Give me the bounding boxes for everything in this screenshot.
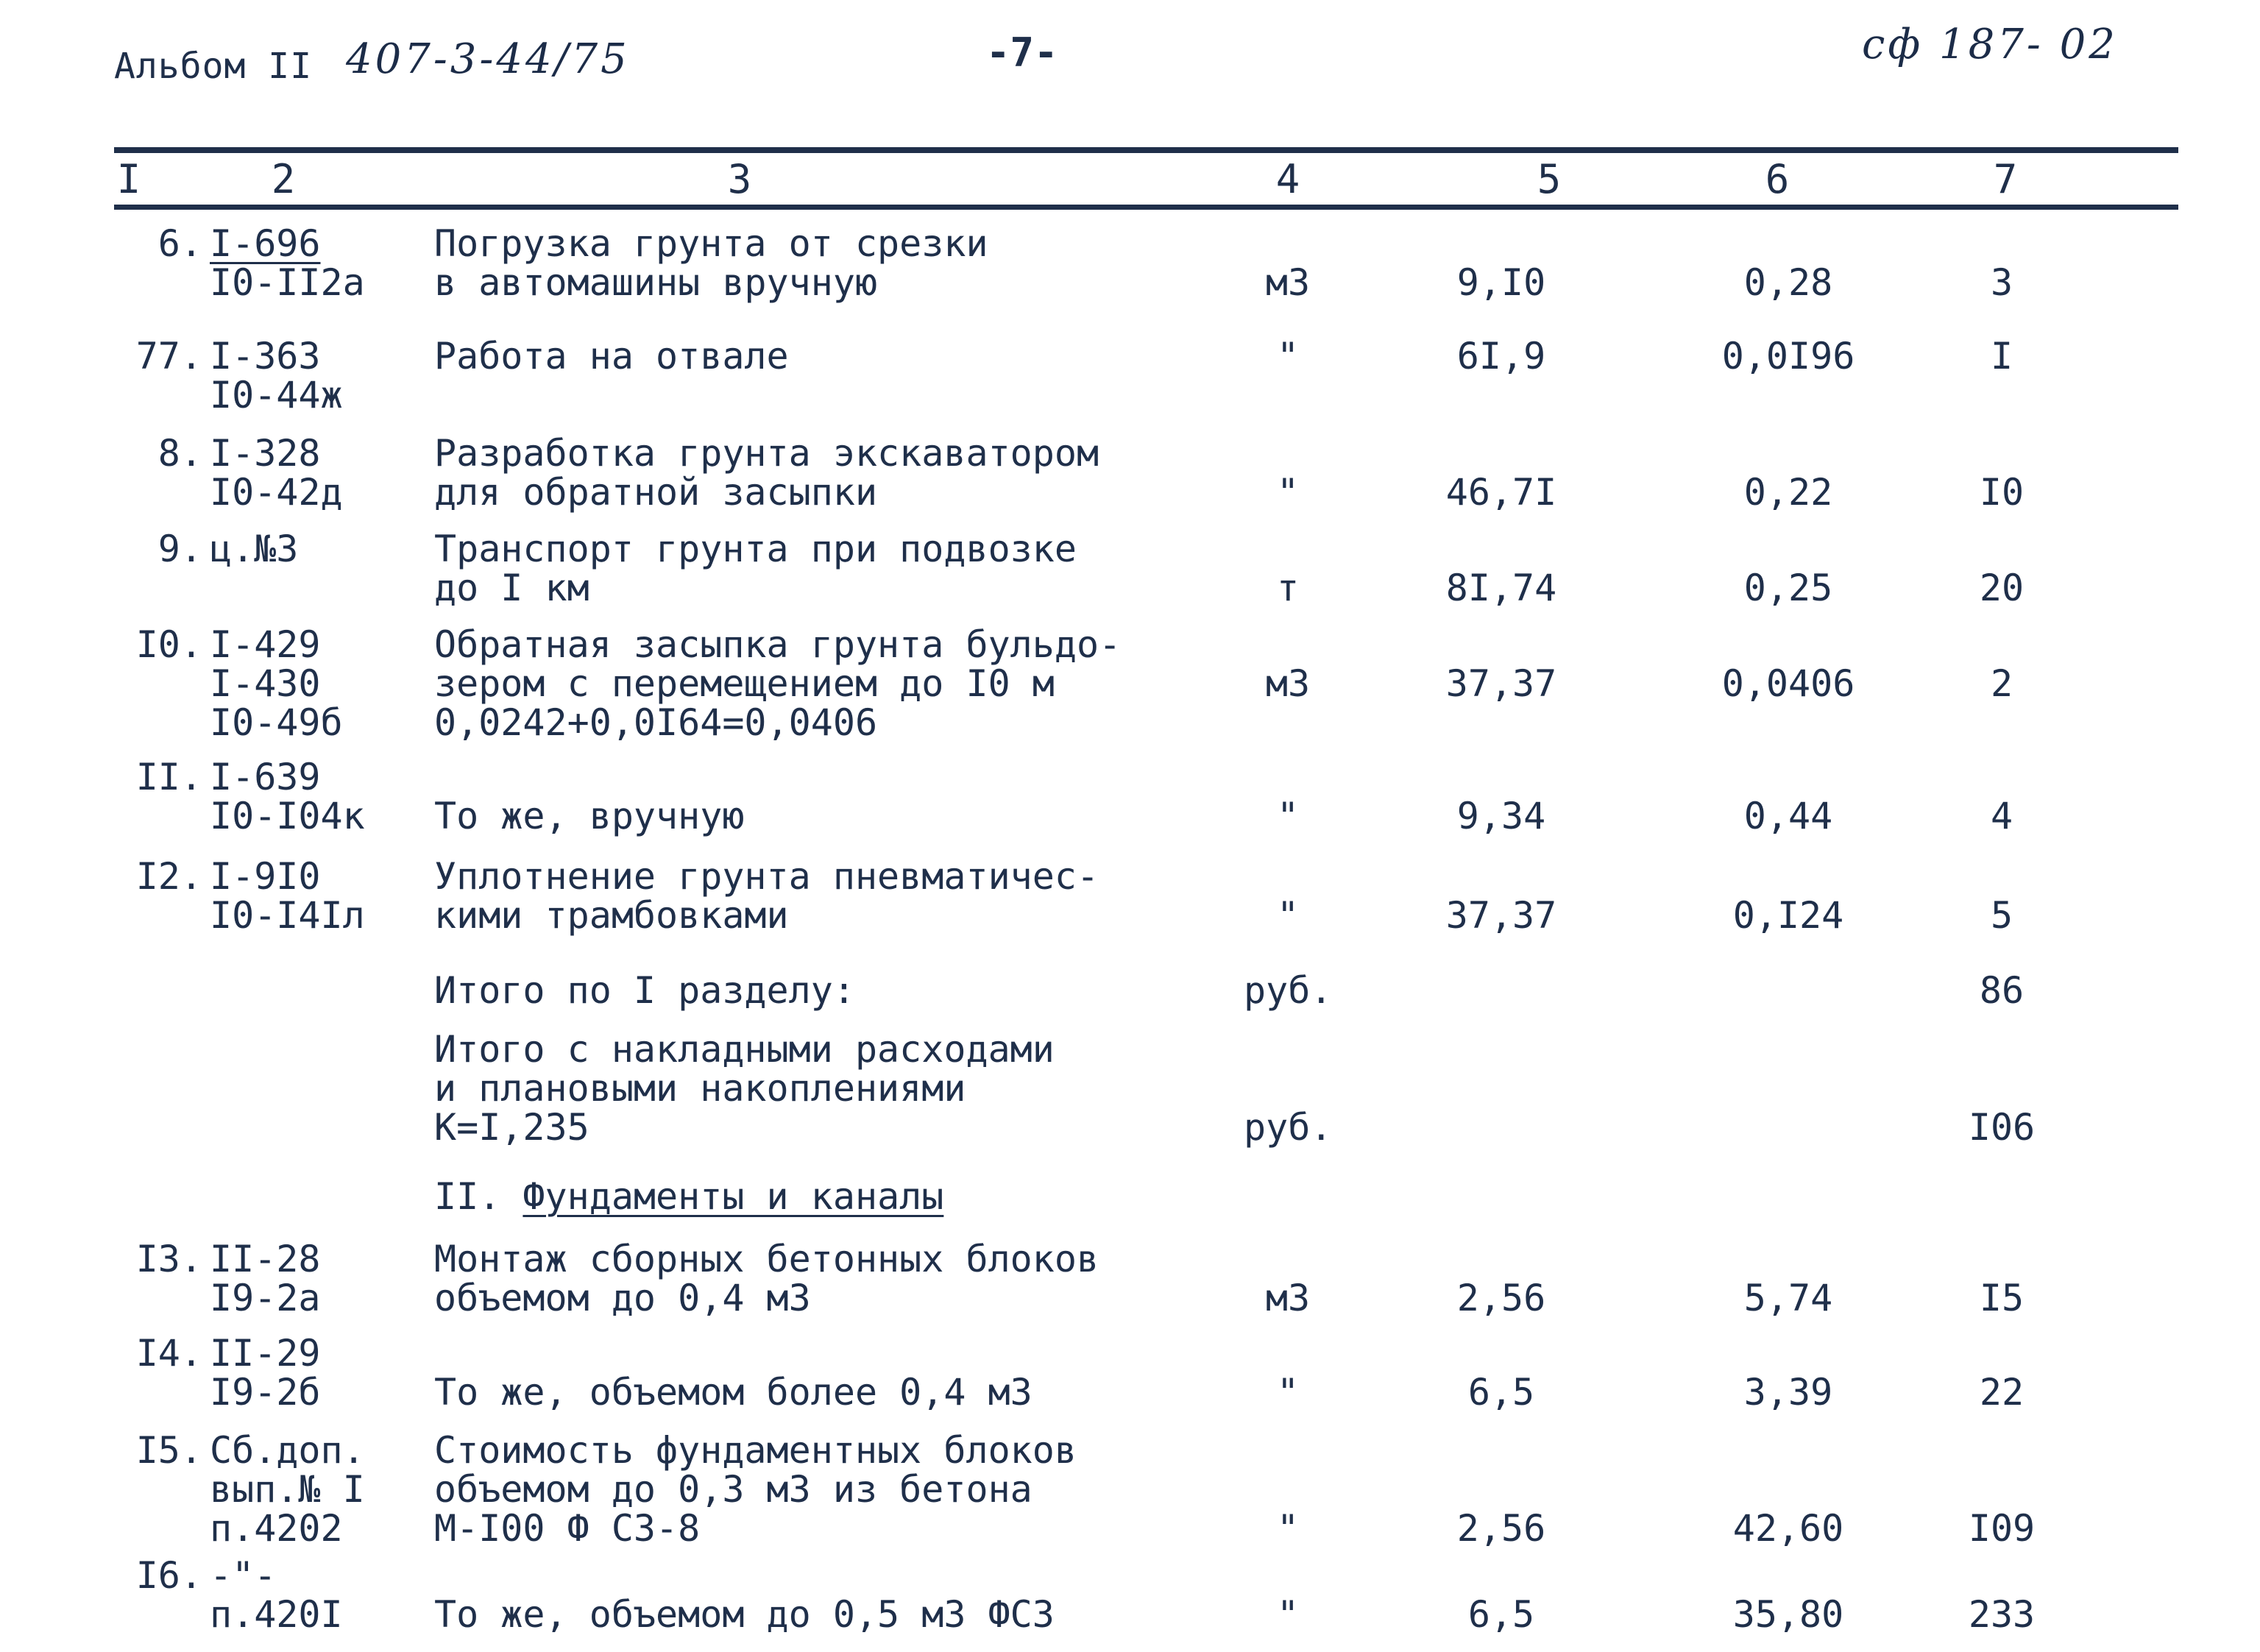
description-line: Итого по I разделу: [434, 969, 855, 1012]
code-line: I9-2а [210, 1277, 321, 1319]
column-header-2: 2 [271, 156, 296, 202]
description-line: в автомашины вручную [434, 261, 878, 304]
description-line: кими трамбовками [434, 894, 789, 937]
description-line: То же, вручную [434, 795, 745, 837]
column-header-5: 5 [1537, 156, 1562, 202]
table-row [0, 224, 2260, 302]
table-row [0, 758, 2260, 836]
code-line: I0-44ж [210, 374, 343, 416]
code-line: I0-I04к [210, 795, 365, 837]
total-cell: 5 [1990, 894, 2013, 937]
unit-cell: т [1276, 567, 1300, 609]
total-cell: 22 [1979, 1371, 2025, 1414]
code-line: I0-II2a [210, 261, 365, 304]
total-cell: I0 [1979, 471, 2025, 514]
description-line: К=I,235 [434, 1106, 589, 1149]
table-row [0, 1240, 2260, 1318]
unit-cell: " [1276, 1371, 1300, 1414]
row-number: I3. [135, 1238, 202, 1280]
description-line: Работа на отвале [434, 335, 789, 377]
row-number: II. [135, 756, 202, 798]
album-number: 407-3-44/75 [346, 35, 630, 83]
description-line: Монтаж сборных бетонных блоков [434, 1238, 1099, 1280]
row-number: 77. [135, 335, 202, 377]
table-top-rule [114, 147, 2178, 153]
code-line: I9-2б [210, 1371, 321, 1414]
code-line: I-639 [210, 756, 321, 798]
total-cell: 2 [1990, 662, 2013, 705]
description-line: Разработка грунта экскаватором [434, 432, 1099, 475]
unit-price-cell: 0,28 [1743, 261, 1833, 304]
quantity-cell: 6,5 [1467, 1593, 1535, 1636]
column-header-6: 6 [1765, 156, 1790, 202]
header-bottom-rule [114, 205, 2178, 210]
description-line: То же, объемом до 0,5 м3 ФС3 [434, 1593, 1055, 1636]
total-cell: I06 [1968, 1106, 2036, 1149]
table-row [0, 1030, 2260, 1147]
unit-price-cell: 42,60 [1732, 1507, 1844, 1550]
unit-price-cell: 0,0I96 [1721, 335, 1855, 377]
description-line: и плановыми накоплениями [434, 1067, 966, 1110]
row-number: I2. [135, 855, 202, 898]
description-line: Погрузка грунта от срезки [434, 222, 988, 265]
code-line: п.420I [210, 1593, 343, 1636]
row-number: I5. [135, 1429, 202, 1472]
quantity-cell: 37,37 [1445, 894, 1557, 937]
row-number: 8. [157, 432, 202, 475]
unit-price-cell: 0,22 [1743, 471, 1833, 514]
unit-price-cell: 0,25 [1743, 567, 1833, 609]
code-line: II-29 [210, 1332, 321, 1375]
code-line: I-363 [210, 335, 321, 377]
unit-cell: м3 [1265, 261, 1311, 304]
description-line: То же, объемом более 0,4 м3 [434, 1371, 1032, 1414]
unit-price-cell: 0,44 [1743, 795, 1833, 837]
description-line: до I км [434, 567, 589, 609]
table-row [0, 337, 2260, 415]
description-line: для обратной засыпки [434, 471, 878, 514]
quantity-cell: 9,34 [1456, 795, 1546, 837]
description-line: Итого с накладными расходами [434, 1028, 1055, 1071]
unit-cell: " [1276, 471, 1300, 514]
code-line: I0-49б [210, 701, 343, 744]
code-line: I0-I4Iл [210, 894, 365, 937]
total-cell: 3 [1990, 261, 2013, 304]
row-number: I6. [135, 1554, 202, 1597]
row-number: I4. [135, 1332, 202, 1375]
row-number: 9. [157, 528, 202, 570]
description-line: объемом до 0,3 м3 из бетона [434, 1468, 1032, 1511]
table-row [0, 1556, 2260, 1634]
code-line: I-429 [210, 623, 321, 666]
column-header-1: I [116, 156, 141, 202]
unit-cell: руб. [1244, 1106, 1333, 1149]
unit-price-cell: 35,80 [1732, 1593, 1844, 1636]
code-line: I-9I0 [210, 855, 321, 898]
unit-price-cell: 3,39 [1743, 1371, 1833, 1414]
table-row [0, 1431, 2260, 1548]
unit-cell: м3 [1265, 1277, 1311, 1319]
quantity-cell: 37,37 [1445, 662, 1557, 705]
unit-cell: " [1276, 894, 1300, 937]
total-cell: I [1990, 335, 2013, 377]
total-cell: I5 [1979, 1277, 2025, 1319]
table-row [0, 1334, 2260, 1412]
unit-price-cell: 5,74 [1743, 1277, 1833, 1319]
row-number: 6. [157, 222, 202, 265]
total-cell: 233 [1968, 1593, 2036, 1636]
column-header-4: 4 [1275, 156, 1300, 202]
table-row [0, 530, 2260, 608]
quantity-cell: 46,7I [1445, 471, 1557, 514]
unit-cell: " [1276, 1507, 1300, 1550]
quantity-cell: 2,56 [1456, 1507, 1546, 1550]
sheet-code: сф 187- 02 [1862, 21, 2118, 68]
description-line: Стоимость фундаментных блоков [434, 1429, 1077, 1472]
code-line: I-430 [210, 662, 321, 705]
quantity-cell: 6,5 [1467, 1371, 1535, 1414]
unit-cell: " [1276, 1593, 1300, 1636]
total-cell: 20 [1979, 567, 2025, 609]
total-cell: 86 [1979, 969, 2025, 1012]
code-line: Сб.доп. [210, 1429, 365, 1472]
unit-cell: м3 [1265, 662, 1311, 705]
description-line: зером с перемещением до I0 м [434, 662, 1055, 705]
quantity-cell: 2,56 [1456, 1277, 1546, 1319]
description-line: Обратная засыпка грунта бульдо- [434, 623, 1122, 666]
description-line: 0,0242+0,0I64=0,0406 [434, 701, 878, 744]
unit-cell: руб. [1244, 969, 1333, 1012]
code-line: вып.№ I [210, 1468, 365, 1511]
table-row [0, 1177, 2260, 1216]
page-number: -7- [986, 29, 1058, 76]
quantity-cell: 9,I0 [1456, 261, 1546, 304]
total-cell: I09 [1968, 1507, 2036, 1550]
album-label: Альбом II [114, 46, 313, 87]
table-row [0, 625, 2260, 742]
column-header-3: 3 [727, 156, 752, 202]
unit-cell: " [1276, 335, 1300, 377]
description-line: М-I00 Ф С3-8 [434, 1507, 701, 1550]
code-line: п.4202 [210, 1507, 343, 1550]
code-line: -"- [210, 1554, 277, 1597]
unit-price-cell: 0,I24 [1732, 894, 1844, 937]
unit-price-cell: 0,0406 [1721, 662, 1855, 705]
description-line: объемом до 0,4 м3 [434, 1277, 811, 1319]
total-cell: 4 [1990, 795, 2013, 837]
table-row [0, 434, 2260, 512]
quantity-cell: 8I,74 [1445, 567, 1557, 609]
row-number: I0. [135, 623, 202, 666]
description-line: Транспорт грунта при подвозке [434, 528, 1077, 570]
code-line: I-328 [210, 432, 321, 475]
code-line: ц.№3 [210, 528, 299, 570]
code-line: I0-42д [210, 471, 343, 514]
column-header-7: 7 [1993, 156, 2018, 202]
description-line: II. Фундаменты и каналы [434, 1175, 944, 1218]
code-line: I-696 [210, 222, 321, 265]
table-row [0, 857, 2260, 935]
unit-cell: " [1276, 795, 1300, 837]
code-line: II-28 [210, 1238, 321, 1280]
description-line: Уплотнение грунта пневматичес- [434, 855, 1099, 898]
quantity-cell: 6I,9 [1456, 335, 1546, 377]
table-row [0, 971, 2260, 1010]
page-header [0, 0, 2260, 147]
